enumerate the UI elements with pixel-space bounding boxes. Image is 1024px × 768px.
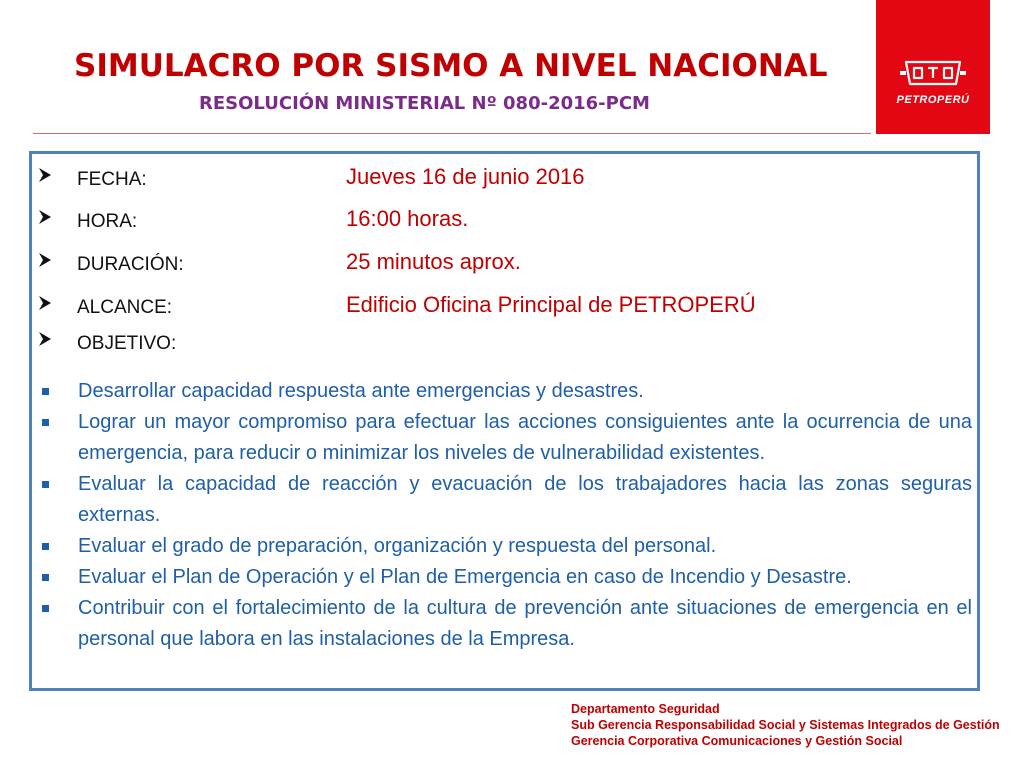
arrow-bullet-icon: [37, 252, 53, 268]
list-item: [40, 593, 972, 655]
list-item: [40, 562, 972, 593]
square-bullet-icon: [42, 543, 49, 550]
list-item: [40, 531, 972, 562]
info-label: FECHA:: [77, 169, 147, 190]
info-row-alcance: [37, 288, 967, 318]
info-label: DURACIÓN:: [77, 254, 184, 275]
list-item: [40, 469, 972, 531]
info-value: 25 minutos aprox.: [346, 249, 521, 274]
list-item: [40, 376, 972, 407]
footer-credits: [571, 701, 1000, 749]
list-item: [40, 407, 972, 469]
objective-text: Desarrollar capacidad respuesta ante emergencias y desastres.: [78, 380, 644, 402]
info-value: Edificio Oficina Principal de PETROPERÚ: [346, 292, 756, 317]
objective-text: Lograr un mayor compromiso para efectuar las acciones consiguientes ante la ocurrencia de una emergencia, para reducir o minimizar los niveles de vulnerabilidad existentes.: [78, 411, 972, 464]
objective-text: Contribuir con el fortalecimiento de la cultura de prevención ante situaciones de emergencia en el personal que labora en las instalaciones de la Empresa.: [78, 597, 972, 650]
square-bullet-icon: [42, 574, 49, 581]
square-bullet-icon: [42, 605, 49, 612]
info-label: HORA:: [77, 211, 138, 232]
slide-subtitle: RESOLUCIÓN MINISTERIAL Nº 080-2016-PCM: [199, 93, 650, 114]
info-label: OBJETIVO:: [77, 333, 177, 354]
footer-line-department: Departamento Seguridad: [571, 702, 720, 716]
petroperu-logo: [876, 0, 990, 134]
square-bullet-icon: [42, 481, 49, 488]
square-bullet-icon: [42, 419, 49, 426]
info-value: 16:00 horas.: [346, 206, 469, 231]
info-row-objetivo: [37, 324, 967, 354]
info-row-hora: [37, 202, 967, 232]
footer-line-subgerencia: Sub Gerencia Responsabilidad Social y Sistemas Integrados de Gestión: [571, 718, 1000, 732]
arrow-bullet-icon: [37, 295, 53, 311]
arrow-bullet-icon: [37, 167, 53, 183]
info-label: ALCANCE:: [77, 297, 173, 318]
objectives-list: [40, 376, 972, 655]
petroperu-logo-icon: [900, 58, 966, 88]
header-divider: [33, 133, 871, 134]
slide-title: SIMULACRO POR SISMO A NIVEL NACIONAL: [74, 48, 828, 84]
info-value: Jueves 16 de junio 2016: [346, 164, 585, 189]
square-bullet-icon: [42, 388, 49, 395]
objective-text: Evaluar el Plan de Operación y el Plan de Emergencia en caso de Incendio y Desastre.: [78, 566, 852, 588]
info-row-fecha: [37, 160, 967, 190]
objective-text: Evaluar el grado de preparación, organización y respuesta del personal.: [78, 535, 717, 557]
logo-text: PETROPERÚ: [896, 94, 970, 106]
arrow-bullet-icon: [37, 331, 53, 347]
info-row-duracion: [37, 245, 967, 275]
arrow-bullet-icon: [37, 209, 53, 225]
footer-line-gerencia: Gerencia Corporativa Comunicaciones y Gestión Social: [571, 734, 903, 748]
objective-text: Evaluar la capacidad de reacción y evacuación de los trabajadores hacia las zonas seguras externas.: [78, 473, 972, 526]
